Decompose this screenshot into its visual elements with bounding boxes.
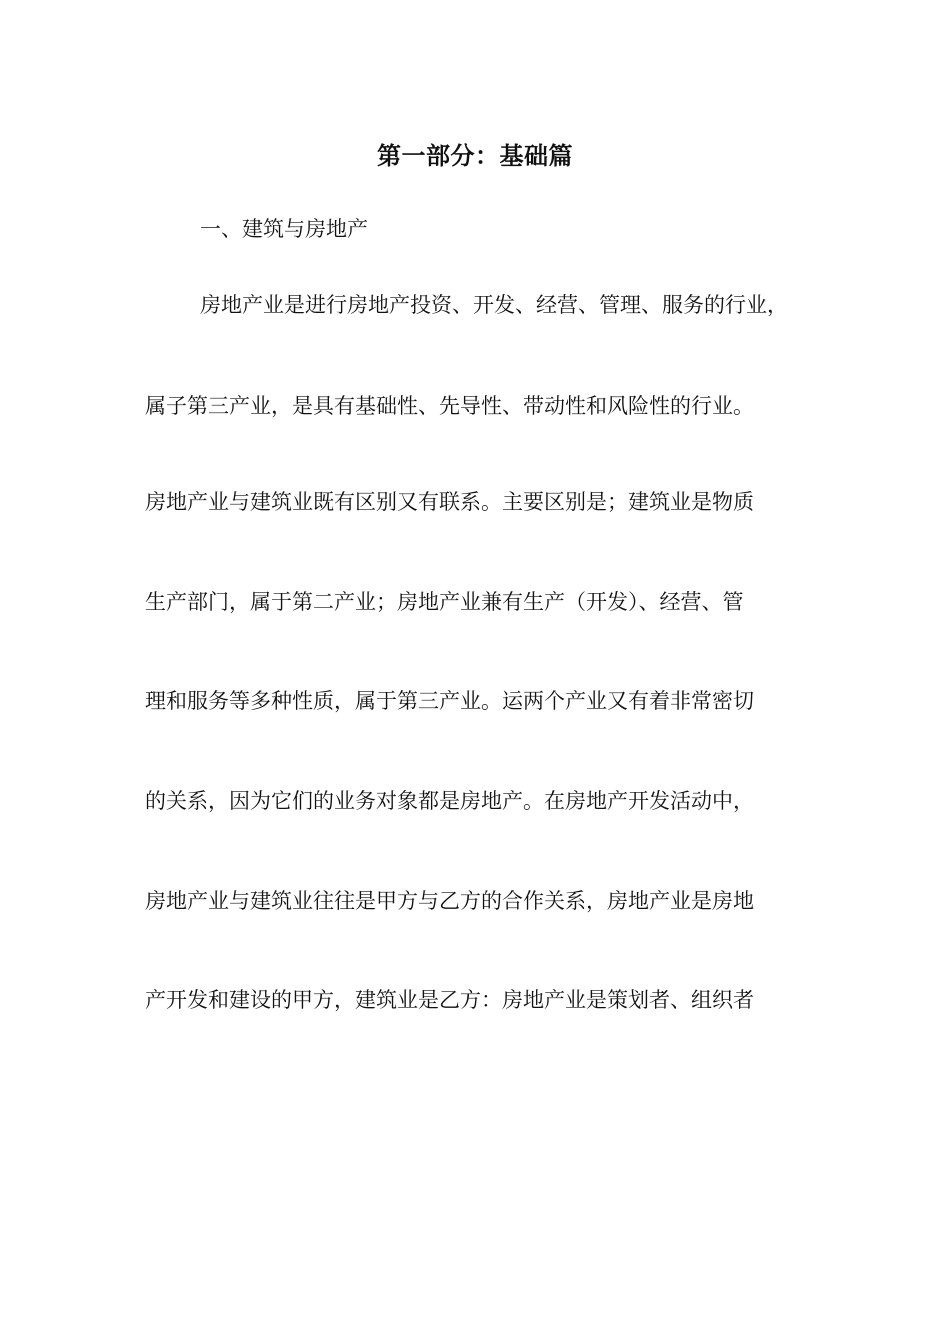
paragraph-line-1: 房地产业是进行房地产投资、开发、经营、管理、服务的行业， [200,293,788,317]
paragraph-line-2: 属子第三产业，是具有基础性、先导性、带动性和风险性的行业。 [145,394,754,418]
section-heading: 一、建筑与房地产 [200,217,368,241]
paragraph-line-4: 生产部门，属于第二产业；房地产业兼有生产（开发）、经营、管 [145,590,744,614]
paragraph-line-3: 房地产业与建筑业既有区别又有联系。主要区别是；建筑业是物质 [145,490,754,514]
paragraph-line-5: 理和服务等多种性质，属于第三产业。运两个产业又有着非常密切 [145,689,754,713]
paragraph-line-6: 的关系，因为它们的业务对象都是房地产。在房地产开发活动中， [145,789,754,813]
paragraph-line-7: 房地产业与建筑业往往是甲方与乙方的合作关系，房地产业是房地 [145,889,754,913]
document-title: 第一部分：基础篇 [377,141,573,170]
paragraph-line-8: 产开发和建设的甲方，建筑业是乙方：房地产业是策划者、组织者 [145,988,754,1012]
